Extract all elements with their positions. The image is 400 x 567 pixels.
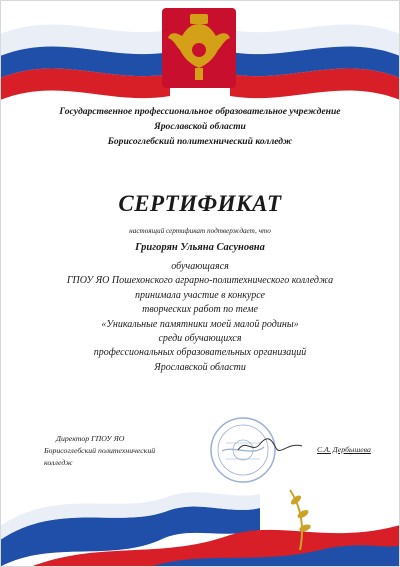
signatory-line-2: Борисоглебский политехнический [44, 446, 156, 455]
body-line: среди обучающихся [158, 333, 242, 345]
certificate-title: СЕРТИФИКАТ [118, 191, 282, 216]
body-line: «Уникальные памятники моей малой родины» [101, 318, 299, 330]
issuer-line-3: Борисоглебский политехнический колледж [107, 136, 293, 147]
signatory-line-3: колледж [44, 458, 73, 467]
body-line: принимала участие в конкурсе [135, 289, 265, 301]
signatory-line-1: Директор ГПОУ ЯО [56, 434, 125, 443]
body-line: ГПОУ ЯО Пошехонского аграрно-политехнического колледжа [66, 275, 334, 287]
body-line: творческих работ по теме [142, 304, 258, 316]
issuer-line-1: Государственное профессиональное образовательное учреждение [59, 106, 341, 117]
signatory-name: С.А. Дербышева [317, 445, 371, 454]
issuer-line-2: Ярославской области [154, 121, 246, 132]
body-line: профессиональных образовательных организаций [93, 347, 307, 359]
confirm-text: настоящий сертификат подтверждает, что [129, 227, 271, 235]
body-line: Ярославской области [154, 361, 246, 373]
body-line: обучающаяся [171, 261, 229, 272]
recipient-name: Григорян Ульяна Сасуновна [135, 242, 265, 253]
